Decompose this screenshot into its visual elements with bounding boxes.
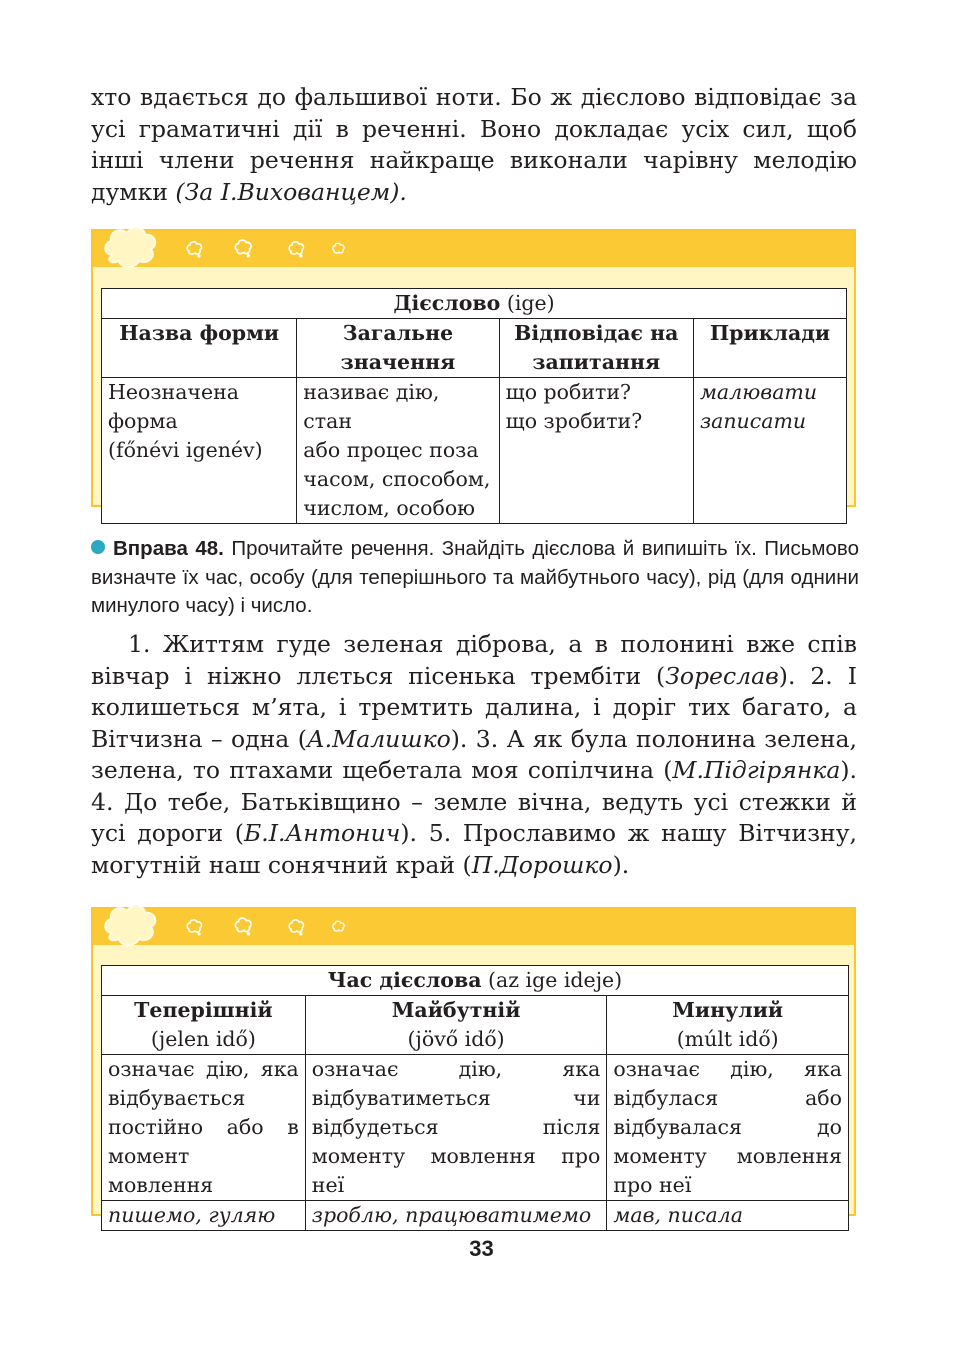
header-question: Відповідає на запитання xyxy=(499,319,693,378)
exercise-instructions xyxy=(91,535,859,621)
header-examples: Приклади xyxy=(693,319,846,378)
header-future: Майбутній (jövő idő) xyxy=(305,996,607,1055)
table-caption: Дієслово (ige) xyxy=(102,289,847,319)
thought-cloud-icon xyxy=(101,225,159,273)
table-row xyxy=(102,1201,849,1231)
intro-paragraph xyxy=(91,82,857,208)
decor-scallop xyxy=(93,939,854,951)
bullet-icon xyxy=(91,540,105,554)
exercise-title: Вправа 48. xyxy=(113,537,224,560)
cell-past-meaning: означає дію, яка відбулася або відбувалася до моменту мовлення про неї xyxy=(607,1055,849,1201)
verb-tense-table xyxy=(101,965,849,1231)
exercise-task: Прочитайте речення. Знайдіть дієслова й випишіть їх. Письмово визначте їх час, особу (для теперішнього та майбутнього часу), рід (для однини минулого часу) і число. xyxy=(91,537,859,617)
cell-form: Неозначена форма (főnévi igenév) xyxy=(102,378,297,524)
thought-cloud-icon xyxy=(101,903,159,951)
page-number: 33 xyxy=(469,1236,494,1261)
decor-scallop xyxy=(93,261,854,273)
table-caption: Час дієслова (az ige ideje) xyxy=(102,966,849,996)
cell-examples: малювати записати xyxy=(693,378,846,524)
verb-tense-box xyxy=(91,907,856,1227)
header-present: Теперішній (jelen idő) xyxy=(102,996,306,1055)
thought-cloud-icon xyxy=(331,919,347,935)
thought-cloud-icon xyxy=(185,917,205,937)
thought-cloud-icon xyxy=(233,915,255,937)
cell-future-meaning: означає дію, яка відбуватиметься чи відбудеться після моменту мовлення про неї xyxy=(305,1055,607,1201)
table-row xyxy=(102,1055,849,1201)
header-meaning: Загальне значення xyxy=(297,319,499,378)
thought-cloud-icon xyxy=(233,237,255,259)
header-past: Минулий (múlt idő) xyxy=(607,996,849,1055)
cell-future-examples: зроблю, працюватимемо xyxy=(305,1201,607,1231)
intro-source: (За І.Вихованцем). xyxy=(175,177,407,206)
exercise-sentences: 1. Життям гуде зеленая діброва, а в полонині вже спів вівчар і ніжно ллється пісенька трембіти (Зореслав). 2. І колишеться м’ята, і тремтить далина, і доріг тих багато, а Вітчизна – одна (А.Малишко). 3. А як була полонина зелена, зелена, то птахами щебетала моя сопілчина (М.Підгірянка). 4. До тебе, Батьківщино – земле вічна, ведуть усі стежки й усі дороги (Б.І.Антонич). 5. Прославимо ж нашу Вітчизну, могутній наш сонячний край (П.Дорошко). xyxy=(91,630,857,879)
header-form-name: Назва форми xyxy=(102,319,297,378)
verb-forms-table xyxy=(101,288,847,524)
cell-question: що робити? що зробити? xyxy=(499,378,693,524)
cell-present-examples: пишемо, гуляю xyxy=(102,1201,306,1231)
intro-text: хто вдається до фальшивої ноти. Бо ж дієслово відповідає за усі граматичні дії в реченні. Воно докладає усіх сил, щоб інші члени речення найкраще виконали чарівну мелодію думки xyxy=(91,83,857,206)
table-row xyxy=(102,378,847,524)
thought-cloud-icon xyxy=(287,917,307,937)
cell-past-examples: мав, писала xyxy=(607,1201,849,1231)
cell-meaning: називає дію, стан або процес поза часом, способом, числом, особою xyxy=(297,378,499,524)
verb-table-box xyxy=(91,229,856,520)
thought-cloud-icon xyxy=(287,239,307,259)
cell-present-meaning: означає дію, яка відбувається постійно або в момент мовлення xyxy=(102,1055,306,1201)
thought-cloud-icon xyxy=(331,241,347,257)
thought-cloud-icon xyxy=(185,239,205,259)
